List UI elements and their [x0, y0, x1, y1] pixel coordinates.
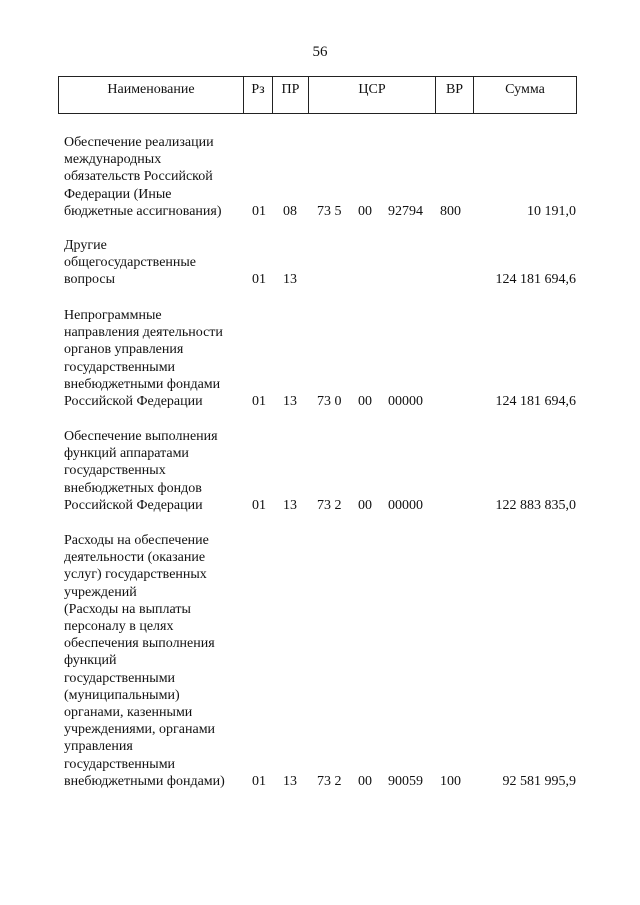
row-csr-direction: 92794 — [388, 203, 423, 219]
row-rz: 01 — [252, 394, 266, 409]
row-csr-program: 73 2 — [317, 497, 342, 513]
header-vr: ВР — [436, 77, 474, 113]
row-pr: 13 — [283, 497, 297, 513]
row-csr-direction: 00000 — [388, 394, 423, 409]
row-rz: 01 — [252, 497, 266, 513]
row-sum: 122 883 835,0 — [495, 497, 576, 513]
row-csr-direction: 90059 — [388, 773, 423, 789]
row-name: Обеспечение реализации международных обязательств Российской Федерации (Иные бюджетные ассигнования) — [64, 135, 222, 219]
table-header — [58, 76, 577, 114]
row-csr-subprogram: 00 — [358, 394, 372, 409]
row-sum: 124 181 694,6 — [495, 272, 576, 288]
row-csr-program: 73 0 — [317, 394, 342, 409]
row-name: Другие общегосударственные вопросы — [64, 238, 197, 288]
row-csr-subprogram: 00 — [358, 497, 372, 513]
header-sum: Сумма — [505, 82, 545, 97]
row-pr: 08 — [283, 203, 297, 219]
header-csr: ЦСР — [309, 77, 436, 113]
row-sum: 124 181 694,6 — [495, 394, 576, 409]
row-csr-subprogram: 00 — [358, 203, 372, 219]
row-pr: 13 — [283, 394, 297, 409]
row-pr: 13 — [283, 773, 297, 789]
row-csr-subprogram: 00 — [358, 773, 372, 789]
row-csr-program: 73 2 — [317, 773, 342, 789]
row-sum: 92 581 995,9 — [502, 773, 576, 789]
row-name: Обеспечение выполнения функций аппаратами государственных внебюджетных фондов Российской Федерации — [64, 429, 218, 513]
row-csr-program: 73 5 — [317, 203, 342, 219]
page-number: 56 — [312, 44, 328, 60]
row-csr-direction: 00000 — [388, 497, 423, 513]
header-rz: Рз — [244, 77, 273, 113]
row-name: Расходы на обеспечение деятельности (оказание услуг) государственных учреждений (Расходы на выплаты персоналу в целях обеспечения выполнения функций государственными (муниципальными) органами, казенными учреждениями, органами управления государственными внебюджетными фондами) — [64, 533, 225, 789]
row-name: Непрограммные направления деятельности органов управления государственными внебюджетными фондами Российской Федерации — [64, 308, 223, 410]
row-rz: 01 — [252, 203, 266, 219]
row-rz: 01 — [252, 773, 266, 789]
row-sum: 10 191,0 — [527, 203, 576, 219]
row-pr: 13 — [283, 272, 297, 288]
row-vr: 800 — [440, 203, 461, 219]
header-name: Наименование — [59, 77, 244, 113]
header-pr: ПР — [273, 77, 309, 113]
row-vr: 100 — [440, 773, 461, 789]
row-rz: 01 — [252, 272, 266, 288]
